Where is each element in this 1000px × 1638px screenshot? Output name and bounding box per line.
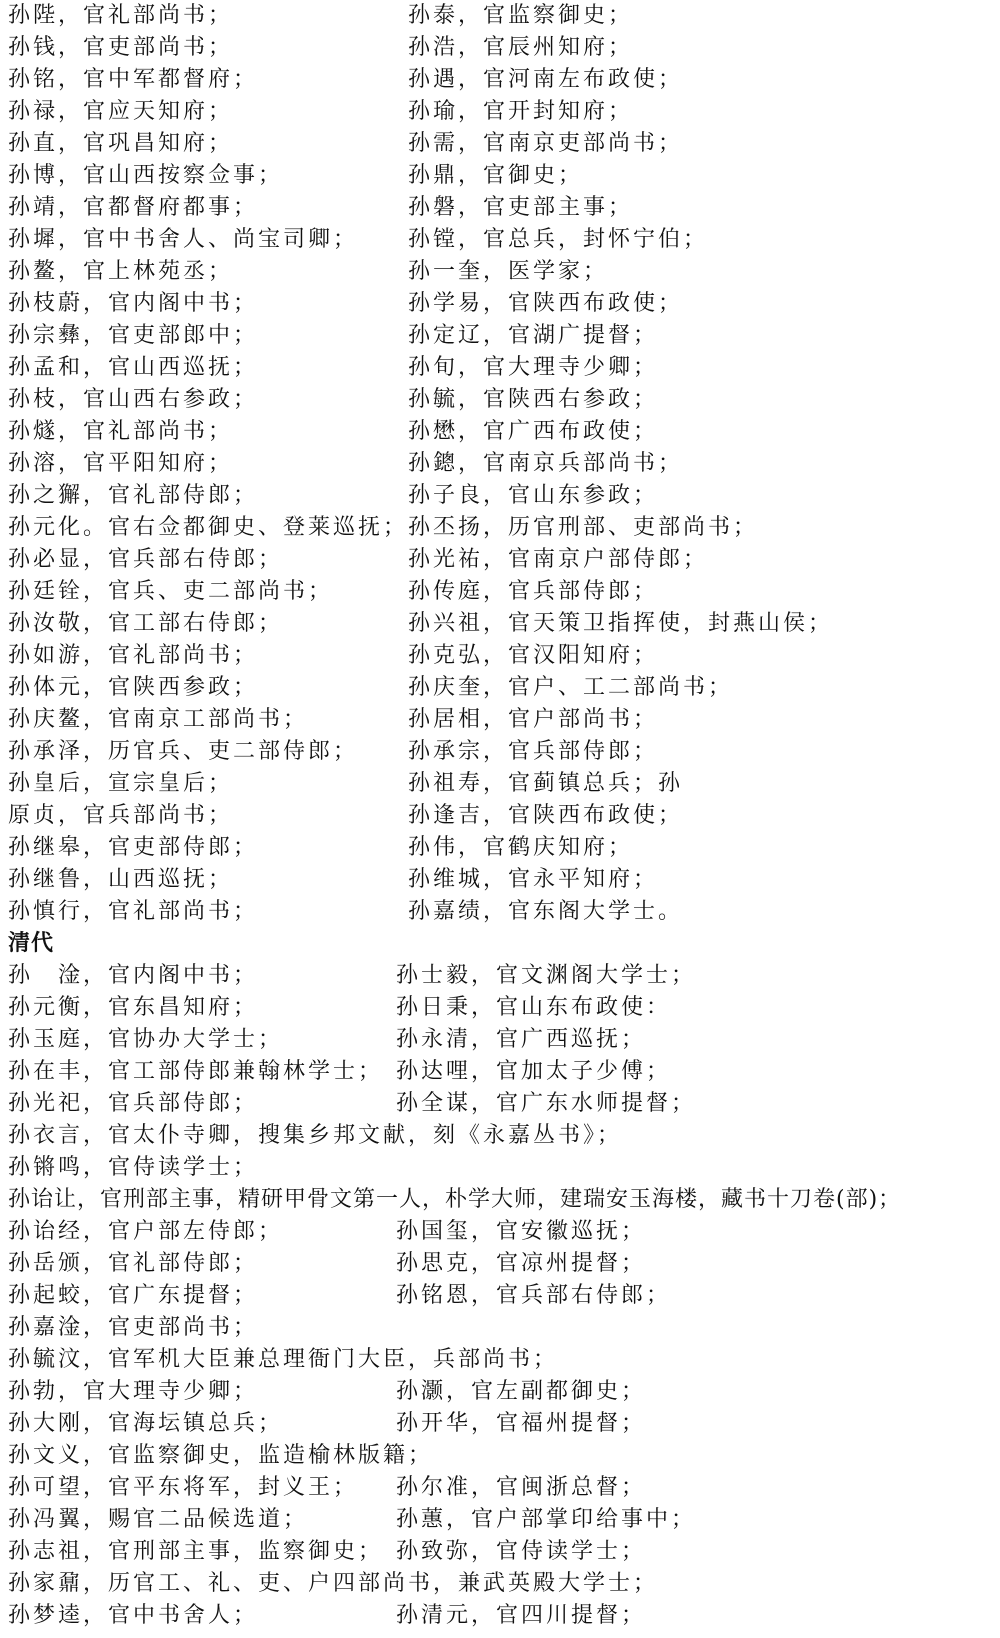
entry-left: 孙枝，官山西右参政； bbox=[8, 387, 259, 412]
entry-right: 孙克弘，官汉阳知府； bbox=[408, 643, 659, 668]
entry-left: 孙元衡，官东昌知府； bbox=[8, 995, 259, 1020]
entry-left: 孙庆鳌，官南京工部尚书； bbox=[8, 707, 309, 732]
entry-full: 孙嘉淦，官吏部尚书； bbox=[8, 1315, 259, 1340]
list-row bbox=[8, 416, 998, 448]
entry-right: 孙伟，官鹤庆知府； bbox=[408, 835, 634, 860]
entry-full: 孙锵鸣，官侍读学士； bbox=[8, 1155, 259, 1180]
entry-right: 孙清元，官四川提督； bbox=[396, 1603, 647, 1628]
list-row bbox=[8, 1088, 998, 1120]
section-heading-row bbox=[8, 928, 998, 960]
entry-right: 孙达哩，官加太子少傅； bbox=[396, 1059, 672, 1084]
entry-right: 孙鼎，官御史； bbox=[408, 163, 584, 188]
entry-right: 孙丕扬，历官刑部、吏部尚书； bbox=[408, 515, 759, 540]
entry-right: 孙思克，官凉州提督； bbox=[396, 1251, 647, 1276]
list-row bbox=[8, 1152, 998, 1184]
entry-right: 孙泰，官监察御史； bbox=[408, 3, 634, 28]
list-row bbox=[8, 576, 998, 608]
entry-left: 孙梦逵，官中书舍人； bbox=[8, 1603, 259, 1628]
entry-left: 孙铭，官中军都督府； bbox=[8, 67, 259, 92]
entry-right: 孙尔准，官闽浙总督； bbox=[396, 1475, 647, 1500]
list-row bbox=[8, 1408, 998, 1440]
list-row bbox=[8, 448, 998, 480]
entry-full: 孙诒让，官刑部主事，精研甲骨文第一人，朴学大师，建瑞安玉海楼，藏书十刀卷(部)； bbox=[8, 1187, 902, 1212]
list-row bbox=[8, 192, 998, 224]
entry-left: 孙靖，官都督府都事； bbox=[8, 195, 259, 220]
entry-right: 孙传庭，官兵部侍郎； bbox=[408, 579, 659, 604]
entry-left: 孙廷铨，官兵、吏二部尚书； bbox=[8, 579, 334, 604]
list-row bbox=[8, 1376, 998, 1408]
entry-left: 孙在丰，官工部侍郎兼翰林学士； bbox=[8, 1059, 384, 1084]
entry-left: 孙诒经，官户部左侍郎； bbox=[8, 1219, 284, 1244]
entry-full: 孙毓汶，官军机大臣兼总理衙门大臣，兵部尚书； bbox=[8, 1347, 559, 1372]
entry-right: 孙懋，官广西布政使； bbox=[408, 419, 659, 444]
entry-left: 孙孟和，官山西巡抚； bbox=[8, 355, 259, 380]
list-row bbox=[8, 1472, 998, 1504]
entry-right: 孙庆奎，官户、工二部尚书； bbox=[408, 675, 734, 700]
list-row bbox=[8, 1344, 998, 1376]
entry-left: 孙可望，官平东将军，封义王； bbox=[8, 1475, 359, 1500]
list-row bbox=[8, 1504, 998, 1536]
entry-right: 孙士毅，官文渊阁大学士； bbox=[396, 963, 697, 988]
list-row bbox=[8, 1536, 998, 1568]
entry-right: 孙开华，官福州提督； bbox=[396, 1411, 647, 1436]
entry-right: 孙铭恩，官兵部右侍郎； bbox=[396, 1283, 672, 1308]
entry-right: 孙瑜，官开封知府； bbox=[408, 99, 634, 124]
list-row bbox=[8, 96, 998, 128]
list-row bbox=[8, 160, 998, 192]
entry-left: 孙玉庭，官协办大学士； bbox=[8, 1027, 284, 1052]
entry-right: 孙旬，官大理寺少卿； bbox=[408, 355, 659, 380]
entry-full: 孙文义，官监察御史，监造榆林版籍； bbox=[8, 1443, 434, 1468]
entry-right: 孙鏓，官南京兵部尚书； bbox=[408, 451, 684, 476]
list-row bbox=[8, 64, 998, 96]
list-row bbox=[8, 1248, 998, 1280]
entry-right: 孙毓，官陕西右参政； bbox=[408, 387, 659, 412]
entry-left: 孙继鲁，山西巡抚； bbox=[8, 867, 234, 892]
entry-right: 孙光祐，官南京户部侍郎； bbox=[408, 547, 709, 572]
list-row bbox=[8, 1440, 998, 1472]
entry-right: 孙致弥，官侍读学士； bbox=[396, 1539, 647, 1564]
entry-left: 孙勃，官大理寺少卿； bbox=[8, 1379, 259, 1404]
entry-right: 孙嘉绩，官东阁大学士。 bbox=[408, 899, 684, 924]
section-heading-qing: 清代 bbox=[8, 931, 55, 956]
list-row bbox=[8, 320, 998, 352]
list-row bbox=[8, 1568, 998, 1600]
entry-left: 孙大刚，官海坛镇总兵； bbox=[8, 1411, 284, 1436]
entry-left: 孙陛，官礼部尚书； bbox=[8, 3, 234, 28]
entry-left: 孙宗彝，官吏部郎中； bbox=[8, 323, 259, 348]
entry-left: 孙墀，官中书舍人、尚宝司卿； bbox=[8, 227, 359, 252]
entry-right: 孙居相，官户部尚书； bbox=[408, 707, 659, 732]
list-row bbox=[8, 704, 998, 736]
entry-left: 原贞，官兵部尚书； bbox=[8, 803, 234, 828]
list-row bbox=[8, 800, 998, 832]
entry-left: 孙慎行，官礼部尚书； bbox=[8, 899, 259, 924]
ming-dynasty-list bbox=[8, 0, 998, 928]
entry-left: 孙直，官巩昌知府； bbox=[8, 131, 234, 156]
entry-left: 孙皇后，宣宗皇后； bbox=[8, 771, 234, 796]
document-body bbox=[8, 0, 998, 1632]
list-row bbox=[8, 256, 998, 288]
entry-right: 孙镗，官总兵，封怀宁伯； bbox=[408, 227, 709, 252]
list-row bbox=[8, 960, 998, 992]
entry-right: 孙学易，官陕西布政使； bbox=[408, 291, 684, 316]
list-row bbox=[8, 1120, 998, 1152]
entry-right: 孙一奎，医学家； bbox=[408, 259, 609, 284]
entry-right: 孙全谋，官广东水师提督； bbox=[396, 1091, 697, 1116]
entry-left: 孙继皋，官吏部侍郎； bbox=[8, 835, 259, 860]
list-row bbox=[8, 128, 998, 160]
list-row bbox=[8, 864, 998, 896]
list-row bbox=[8, 992, 998, 1024]
list-row bbox=[8, 640, 998, 672]
entry-left: 孙元化。官右佥都御史、登莱巡抚； bbox=[8, 515, 409, 540]
list-row bbox=[8, 896, 998, 928]
entry-right: 孙遇，官河南左布政使； bbox=[408, 67, 684, 92]
list-row bbox=[8, 288, 998, 320]
list-row bbox=[8, 1056, 998, 1088]
entry-left: 孙鳌，官上林苑丞； bbox=[8, 259, 234, 284]
entry-right: 孙磐，官吏部主事； bbox=[408, 195, 634, 220]
list-row bbox=[8, 768, 998, 800]
entry-right: 孙祖寿，官蓟镇总兵；孙 bbox=[408, 771, 684, 796]
entry-right: 孙承宗，官兵部侍郎； bbox=[408, 739, 659, 764]
entry-right: 孙子良，官山东参政； bbox=[408, 483, 659, 508]
list-row bbox=[8, 224, 998, 256]
entry-left: 孙志祖，官刑部主事，监察御史； bbox=[8, 1539, 384, 1564]
entry-left: 孙之獬，官礼部侍郎； bbox=[8, 483, 259, 508]
list-row bbox=[8, 1280, 998, 1312]
entry-right: 孙蕙，官户部掌印给事中； bbox=[396, 1507, 697, 1532]
list-row bbox=[8, 1600, 998, 1632]
list-row bbox=[8, 1184, 998, 1216]
list-row bbox=[8, 1024, 998, 1056]
list-row bbox=[8, 832, 998, 864]
list-row bbox=[8, 0, 998, 32]
entry-left: 孙溶，官平阳知府； bbox=[8, 451, 234, 476]
list-row bbox=[8, 1312, 998, 1344]
entry-right: 孙国玺，官安徽巡抚； bbox=[396, 1219, 647, 1244]
entry-full: 孙衣言，官太仆寺卿，搜集乡邦文献，刻《永嘉丛书》； bbox=[8, 1123, 623, 1148]
entry-left: 孙体元，官陕西参政； bbox=[8, 675, 259, 700]
entry-right: 孙需，官南京吏部尚书； bbox=[408, 131, 684, 156]
list-row bbox=[8, 608, 998, 640]
entry-left: 孙岳颁，官礼部侍郎； bbox=[8, 1251, 259, 1276]
list-row bbox=[8, 544, 998, 576]
entry-right: 孙定辽，官湖广提督； bbox=[408, 323, 659, 348]
entry-right: 孙灏，官左副都御史； bbox=[396, 1379, 647, 1404]
list-row bbox=[8, 384, 998, 416]
list-row bbox=[8, 736, 998, 768]
entry-full: 孙家鼐，历官工、礼、吏、户四部尚书，兼武英殿大学士； bbox=[8, 1571, 659, 1596]
entry-left: 孙如游，官礼部尚书； bbox=[8, 643, 259, 668]
entry-right: 孙永清，官广西巡抚； bbox=[396, 1027, 647, 1052]
entry-left: 孙 淦，官内阁中书； bbox=[8, 963, 259, 988]
entry-left: 孙钱，官吏部尚书； bbox=[8, 35, 234, 60]
list-row bbox=[8, 480, 998, 512]
entry-left: 孙枝蔚，官内阁中书； bbox=[8, 291, 259, 316]
entry-left: 孙博，官山西按察佥事； bbox=[8, 163, 284, 188]
entry-right: 孙日秉，官山东布政使： bbox=[396, 995, 672, 1020]
list-row bbox=[8, 672, 998, 704]
entry-right: 孙逢吉，官陕西布政使； bbox=[408, 803, 684, 828]
entry-left: 孙起蛟，官广东提督； bbox=[8, 1283, 259, 1308]
entry-left: 孙冯翼，赐官二品候选道； bbox=[8, 1507, 309, 1532]
entry-right: 孙兴祖，官天策卫指挥使，封燕山侯； bbox=[408, 611, 834, 636]
entry-left: 孙必显，官兵部右侍郎； bbox=[8, 547, 284, 572]
entry-right: 孙浩，官辰州知府； bbox=[408, 35, 634, 60]
list-row bbox=[8, 512, 998, 544]
qing-dynasty-list bbox=[8, 960, 998, 1632]
entry-left: 孙承泽，历官兵、吏二部侍郎； bbox=[8, 739, 359, 764]
entry-right: 孙维城，官永平知府； bbox=[408, 867, 659, 892]
entry-left: 孙禄，官应天知府； bbox=[8, 99, 234, 124]
list-row bbox=[8, 352, 998, 384]
entry-left: 孙光祀，官兵部侍郎； bbox=[8, 1091, 259, 1116]
list-row bbox=[8, 32, 998, 64]
entry-left: 孙燧，官礼部尚书； bbox=[8, 419, 234, 444]
entry-left: 孙汝敬，官工部右侍郎； bbox=[8, 611, 284, 636]
list-row bbox=[8, 1216, 998, 1248]
